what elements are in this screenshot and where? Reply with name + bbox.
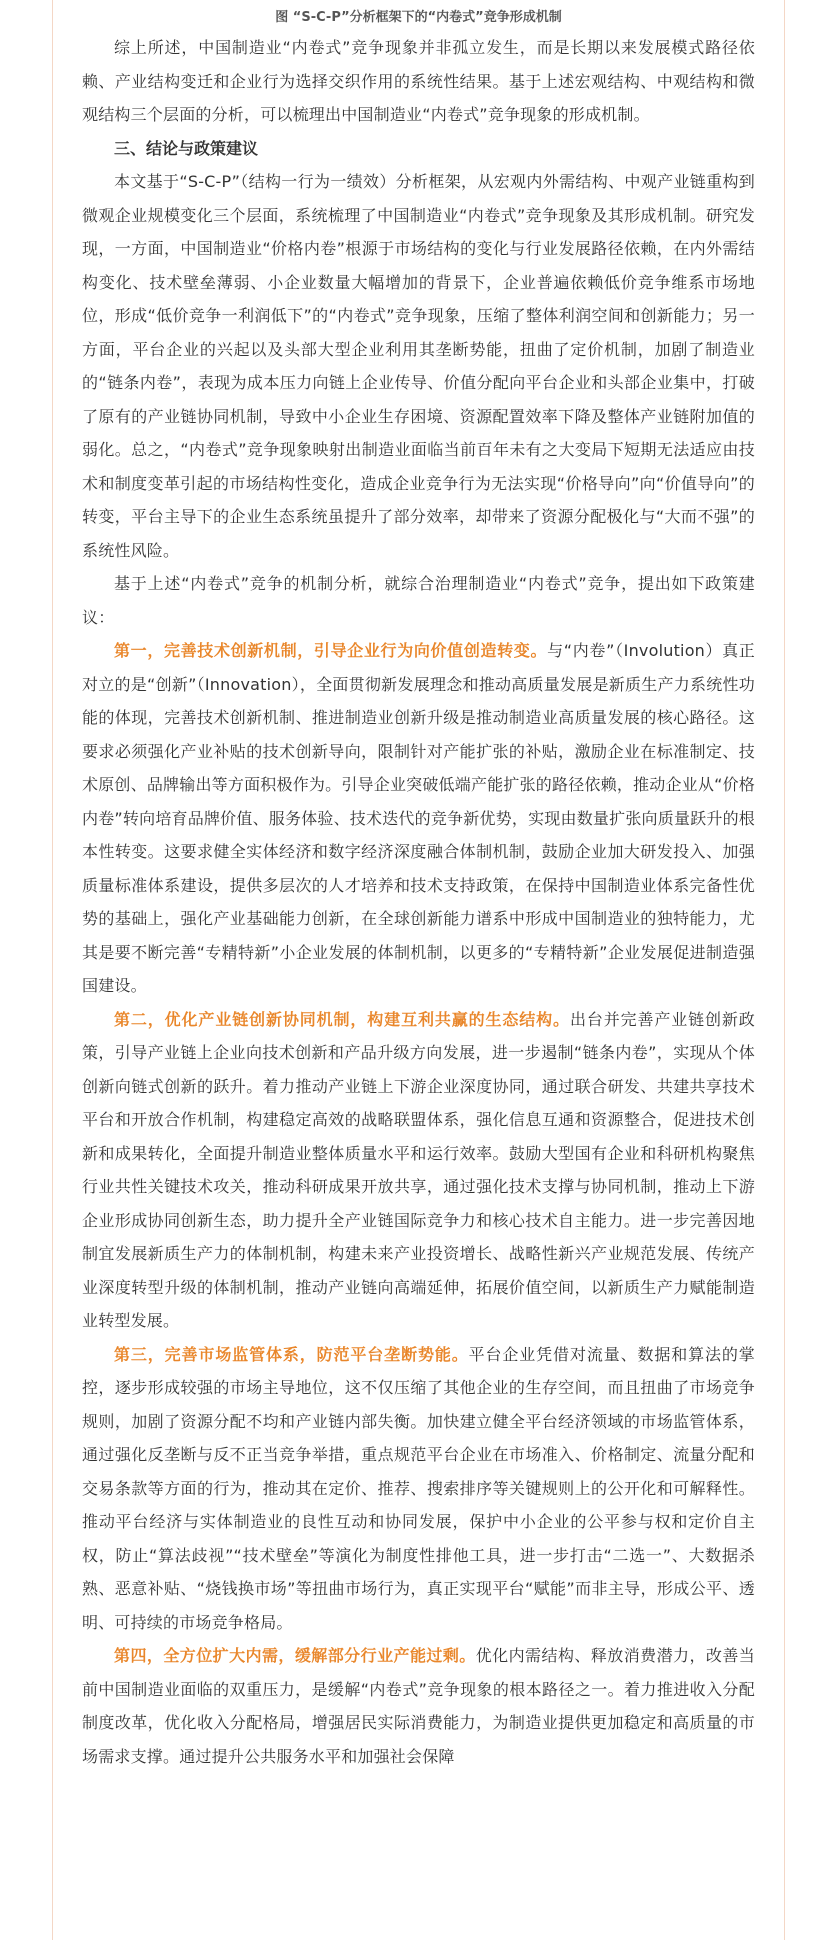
policy-paragraph-3 — [82, 1338, 755, 1640]
policy-body-2: 出台并完善产业链创新政策，引导产业链上企业向技术创新和产品升级方向发展，进一步遏制“链条内卷”，实现从个体创新向链式创新的跃升。着力推动产业链上下游企业深度协同，通过联合研发、共建共享技术平台和开放合作机制，构建稳定高效的战略联盟体系，强化信息互通和资源整合，促进技术创新和成果转化，全面提升制造业整体质量水平和运行效率。鼓励大型国有企业和科研机构聚焦行业共性关键技术攻关，推动科研成果开放共享，通过强化技术支撑与协同机制，推动上下游企业形成协同创新生态，助力提升全产业链国际竞争力和核心技术自主能力。进一步完善因地制宜发展新质生产力的体制机制，构建未来产业投资增长、战略性新兴产业规范发展、传统产业深度转型升级的体制机制，推动产业链向高端延伸，拓展价值空间，以新质生产力赋能制造业转型发展。 — [82, 1009, 756, 1330]
policy-body-1: 与“内卷”（Involution）真正对立的是“创新”（Innovation），全面贯彻新发展理念和推动高质量发展是新质生产力系统性功能的体现，完善技术创新机制、推进制造业创新升级是推动制造业高质量发展的核心路径。这要求必须强化产业补贴的技术创新导向，限制针对产能扩张的补贴，激励企业在标准制定、技术原创、品牌输出等方面积极作为。引导企业突破低端产能扩张的路径依赖，推动企业从“价格内卷”转向培育品牌价值、服务体验、技术迭代的竞争新优势，实现由数量扩张向质量跃升的根本性转变。这要求健全实体经济和数字经济深度融合体制机制，鼓励企业加大研发投入、加强质量标准体系建设，提供多层次的人才培养和技术支持政策，在保持中国制造业体系完备性优势的基础上，强化产业基础能力创新，在全球创新能力谱系中形成中国制造业的独特能力，尤其是要不断完善“专精特新”小企业发展的体制机制，以更多的“专精特新”企业发展促进制造强国建设。 — [82, 641, 756, 995]
conclusion-paragraph: 本文基于“S-C-P”（结构一行为一绩效）分析框架，从宏观内外需结构、中观产业链重构到微观企业规模变化三个层面，系统梳理了中国制造业“内卷式”竞争现象及其形成机制。研究发现，一方面，中国制造业“价格内卷”根源于市场结构的变化与行业发展路径依赖，在内外需结构变化、技术壁垒薄弱、小企业数量大幅增加的背景下，企业普遍依赖低价竞争维系市场地位，形成“低价竞争一利润低下”的“内卷式”竞争现象，压缩了整体利润空间和创新能力；另一方面，平台企业的兴起以及头部大型企业利用其垄断势能，扭曲了定价机制，加剧了制造业的“链条内卷”，表现为成本压力向链上企业传导、价值分配向平台企业和头部企业集中，打破了原有的产业链协同机制，导致中小企业生存困境、资源配置效率下降及整体产业链附加值的弱化。总之，“内卷式”竞争现象映射出制造业面临当前百年未有之大变局下短期无法适应由技术和制度变革引起的市场结构性变化，造成企业竞争行为无法实现“价格导向”向“价值导向”的转变，平台主导下的企业生态系统虽提升了部分效率，却带来了资源分配极化与“大而不强”的系统性风险。 — [82, 172, 755, 560]
policy-lead-1: 第一，完善技术创新机制，引导企业行为向价值创造转变。 — [114, 641, 548, 660]
figure-caption: 图 “S-C-P”分析框架下的“内卷式”竞争形成机制 — [275, 10, 562, 25]
policy-body-3: 平台企业凭借对流量、数据和算法的掌控，逐步形成较强的市场主导地位，这不仅压缩了其他企业的生存空间，而且扭曲了市场竞争规则，加剧了资源分配不均和产业链内部失衡。加快建立健全平台经济领域的市场监管体系，通过强化反垄断与反不正当竞争举措，重点规范平台企业在市场准入、价格制定、流量分配和交易条款等方面的行为，推动其在定价、推荐、搜索排序等关键规则上的公开化和可解释性。推动平台经济与实体制造业的良性互动和协同发展，保护中小企业的公平参与权和定价自主权，防止“算法歧视”“技术壁垒”等演化为制度性排他工具，进一步打击“二选一”、大数据杀熟、恶意补贴、“烧钱换市场”等扭曲市场行为，真正实现平台“赋能”而非主导，形成公平、透明、可持续的市场竞争格局。 — [82, 1344, 756, 1632]
policy-paragraph-2 — [82, 1003, 755, 1338]
article-content — [82, 0, 755, 1773]
policy-lead-3: 第三，完善市场监管体系，防范平台垄断势能。 — [114, 1344, 469, 1364]
policy-body-4: 优化内需结构、释放消费潜力，改善当前中国制造业面临的双重压力，是缓解“内卷式”竞争现象的根本路径之一。着力推进收入分配制度改革，优化收入分配格局，增强居民实际消费能力，为制造业提供更加稳定和高质量的市场需求支撑。通过提升公共服务水平和加强社会保障 — [82, 1646, 756, 1766]
policy-intro-paragraph: 基于上述“内卷式”竞争的机制分析，就综合治理制造业“内卷式”竞争，提出如下政策建议： — [82, 574, 755, 627]
policy-paragraph-4 — [82, 1639, 755, 1773]
policy-lead-2: 第二，优化产业链创新协同机制，构建互利共赢的生态结构。 — [114, 1009, 570, 1029]
policy-lead-4: 第四，全方位扩大内需，缓解部分行业产能过剩。 — [114, 1646, 476, 1665]
summary-paragraph: 综上所述，中国制造业“内卷式”竞争现象并非孤立发生，而是长期以来发展模式路径依赖、产业结构变迁和企业行为选择交织作用的系统性结果。基于上述宏观结构、中观结构和微观结构三个层面的分析，可以梳理出中国制造业“内卷式”竞争现象的形成机制。 — [82, 38, 755, 124]
policy-paragraph-1 — [82, 634, 755, 1003]
section-heading: 三、结论与政策建议 — [114, 138, 259, 158]
